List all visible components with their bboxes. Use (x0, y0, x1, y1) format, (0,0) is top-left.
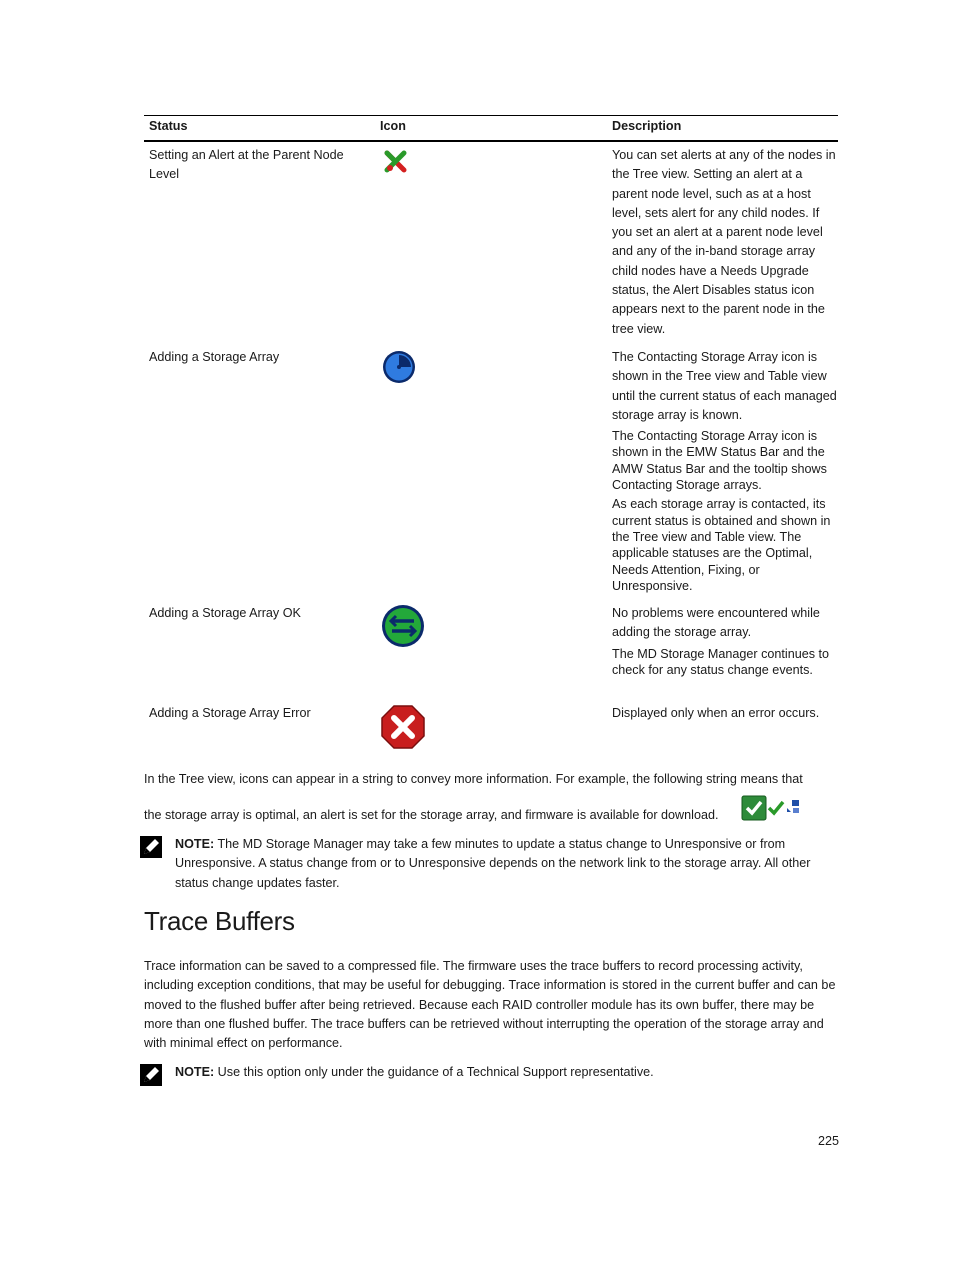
firmware-download-icon (785, 799, 801, 815)
row2-description-p3: As each storage array is contacted, its current status is obtained and shown in the Tree view and Table view. The applicable statuses are the Optimal, Needs Attention, Fixing, or Unresponsive. (612, 497, 831, 593)
row2-description (612, 348, 838, 597)
header-description: Description (612, 119, 682, 133)
row3-status: Adding a Storage Array OK (149, 606, 301, 620)
page-number: 225 (818, 1134, 840, 1148)
row2-description-p1: The Contacting Storage Array icon is shown in the Tree view and Table view until the current status of each managed storage array is known. (612, 350, 837, 422)
storage-array-ok-icon (380, 604, 426, 648)
optimal-status-icon (741, 795, 767, 821)
note-pencil-icon (140, 836, 162, 858)
row3-description (612, 604, 838, 681)
row1-status: Setting an Alert at the Parent Node Level (149, 148, 344, 182)
note-1 (175, 835, 840, 893)
note-1-label: NOTE: (175, 837, 215, 851)
section-title: Trace Buffers (144, 906, 295, 936)
row4-description (612, 704, 838, 726)
header-status: Status (149, 119, 188, 133)
note-1-text: The MD Storage Manager may take a few minutes to update a status change to Unresponsive or from Unresponsive. A status change from or to Unresponsive depends on the network link to the storage array. All other status change updates faster. (175, 837, 811, 890)
contacting-storage-array-icon (380, 349, 418, 385)
note-2-text: Use this option only under the guidance of a Technical Support representative. (214, 1065, 654, 1079)
row3-description-p2: The MD Storage Manager continues to check for any status change events. (612, 646, 830, 677)
row4-status: Adding a Storage Array Error (149, 706, 311, 720)
alert-disabled-icon (383, 148, 409, 174)
header-icon: Icon (380, 119, 406, 133)
table-header-rule (144, 140, 838, 142)
table-top-rule (144, 115, 838, 116)
row2-description-p2: The Contacting Storage Array icon is shown in the EMW Status Bar and the AMW Status Bar and the tooltip shows Contacting Storage arrays. (612, 429, 827, 493)
intro-line-2 (144, 806, 844, 825)
intro-line-1: In the Tree view, icons can appear in a string to convey more information. For example, the following string means that (144, 772, 803, 786)
intro-line-2-text: the storage array is optimal, an alert is set for the storage array, and firmware is available for download. (144, 808, 719, 822)
alert-set-icon (767, 799, 785, 817)
row1-description-p1: You can set alerts at any of the nodes in the Tree view. Setting an alert at a parent node level, such as at a host level, sets alert for any child nodes. If you set an alert at a parent node level and any of the in-band storage array child nodes have a Needs Upgrade status, the Alert Disables status icon appears next to the parent node in the tree view. (612, 148, 836, 336)
row4-description-p1: Displayed only when an error occurs. (612, 706, 820, 720)
row1-description (612, 146, 838, 342)
note-2 (175, 1063, 840, 1082)
note-pencil-icon (140, 1064, 162, 1086)
row2-status: Adding a Storage Array (149, 350, 280, 364)
note-2-label: NOTE: (175, 1065, 215, 1079)
row3-description-p1: No problems were encountered while adding the storage array. (612, 606, 820, 640)
section-paragraph: Trace information can be saved to a compressed file. The firmware uses the trace buffers to record processing activity, including exception conditions, that may be useful for debugging. Trace information is stored in the current buffer and can be moved to the flushed buffer after being retrieved. Because each RAID controller module has its own buffer, there may be more than one flushed buffer. The trace buffers can be retrieved without interrupting the operation of the storage array and with minimal effect on performance. (144, 959, 836, 1051)
storage-array-error-icon (380, 704, 426, 750)
